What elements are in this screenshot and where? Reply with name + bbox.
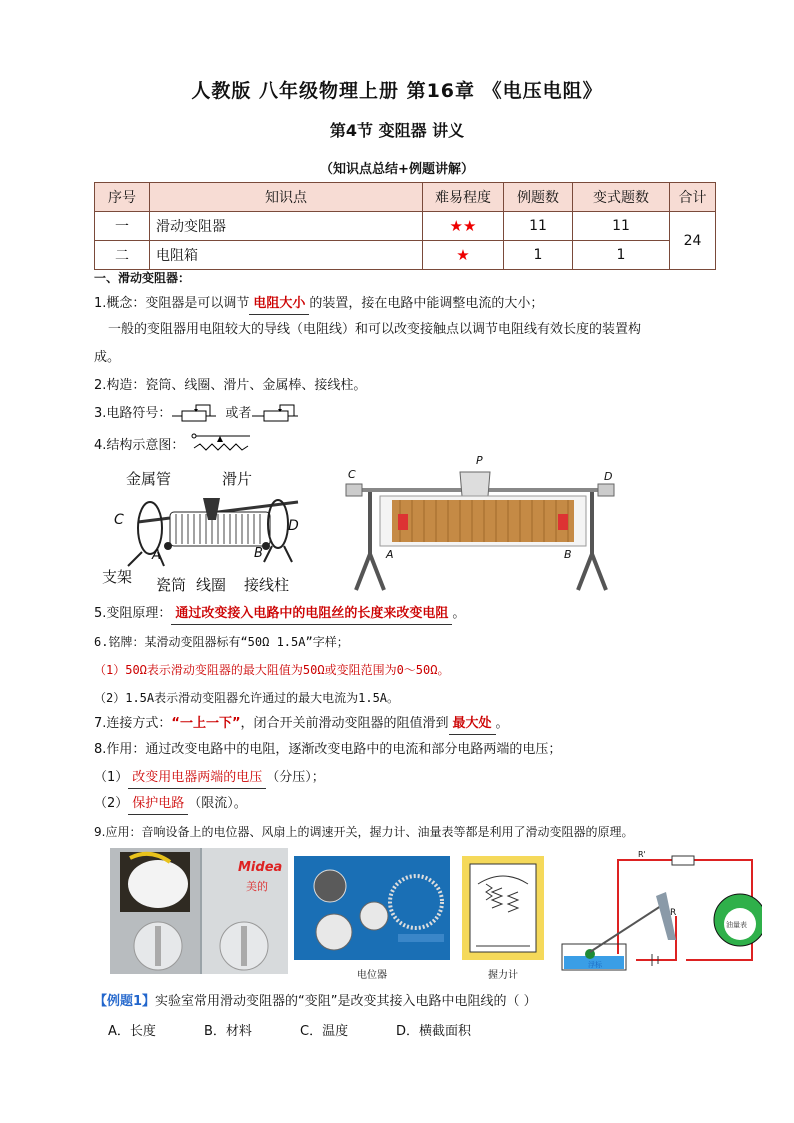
section-heading: 一、滑动变阻器： — [94, 271, 191, 285]
brand-logo: Midea — [238, 860, 283, 875]
text: 的装置，接在电路中能调整电流的大小； — [309, 296, 544, 311]
nameplate-line: 6.铭牌：某滑动变阻器标有“50Ω 1.5A”字样； — [94, 635, 349, 649]
structure-line: 2.构造：瓷筒、线圈、滑片、金属棒、接线柱。 — [94, 378, 367, 393]
gauge-label: 油量表 — [726, 921, 747, 929]
resistor-label-r1: R' — [638, 850, 646, 859]
text: 实验室常用滑动变阻器的“变阻”是改变其接入电路中电阻线的（ ） — [155, 994, 537, 1009]
text: （1） — [94, 770, 129, 785]
text: （2） — [94, 796, 129, 811]
label-metal-tube: 金属管 — [126, 470, 172, 488]
resistor-label-r2: R — [670, 908, 677, 918]
total-cell: 24 — [670, 212, 716, 270]
table-header-row — [95, 183, 716, 212]
label-c: C — [114, 512, 124, 528]
rheostat-illustration — [340, 456, 620, 596]
example-1-options — [108, 1022, 506, 1042]
table-cell: 1 — [573, 241, 670, 270]
fill-blank: 保护电路 — [128, 794, 188, 815]
table-cell: 1 — [504, 241, 573, 270]
label-a2: A — [386, 548, 394, 561]
col-header: 例题数 — [504, 183, 573, 212]
diagram-line: 4.结构示意图： — [94, 438, 185, 453]
difficulty-stars: ★ — [423, 241, 504, 270]
table-cell: 二 — [95, 241, 150, 270]
knowledge-table — [94, 182, 716, 270]
table-cell: 滑动变阻器 — [150, 212, 423, 241]
connection-line — [94, 714, 509, 735]
label-c2: C — [348, 468, 356, 481]
table-cell: 11 — [573, 212, 670, 241]
example-tag: 【例题1】 — [94, 994, 156, 1009]
highlight: “一上一下” — [171, 716, 241, 731]
fill-blank: 通过改变接入电路中的电阻丝的长度来改变电阻 — [171, 604, 452, 625]
nameplate-explain-1: （1）50Ω表示滑动变阻器的最大阻值为50Ω或变阻范围为0～50Ω。 — [94, 663, 450, 677]
grip-meter-caption: 握力计 — [488, 970, 518, 981]
function-item-2 — [94, 794, 247, 815]
table-row — [95, 241, 716, 270]
function-line: 8.作用：通过改变电路中的电阻，逐渐改变电路中的电流和部分电路两端的电压； — [94, 742, 562, 757]
text: 。 — [452, 606, 466, 621]
float-label: 浮标 — [588, 961, 602, 969]
potentiometer-photo — [294, 856, 450, 960]
col-header: 合计 — [670, 183, 716, 212]
table-row — [95, 212, 716, 241]
fill-blank: 最大处 — [449, 714, 496, 735]
col-header: 序号 — [95, 183, 150, 212]
text: ，闭合开关前滑动变阻器的阻值滑到 — [240, 716, 449, 731]
example-1-question — [94, 992, 537, 1012]
rheostat-symbol-1 — [172, 402, 218, 424]
label-d2: D — [604, 470, 613, 483]
col-header: 知识点 — [150, 183, 423, 212]
option-a[interactable]: A．长度 — [108, 1024, 156, 1039]
principle-line — [94, 604, 465, 625]
fill-blank: 改变用电器两端的电压 — [128, 768, 266, 789]
col-header: 变式题数 — [573, 183, 670, 212]
label-p: P — [476, 454, 483, 467]
text: 。 — [495, 716, 509, 731]
text: （限流）。 — [188, 796, 247, 811]
label-slider: 滑片 — [222, 470, 253, 488]
potentiometer-caption: 电位器 — [357, 970, 387, 981]
structure-schematic-icon — [190, 430, 254, 454]
label-coil: 线圈 — [196, 576, 227, 594]
option-d[interactable]: D．横截面积 — [396, 1024, 472, 1039]
concept-line-3: 成。 — [94, 350, 121, 365]
rheostat-symbol-2 — [252, 402, 300, 424]
page-title: 人教版 八年级物理上册 第16章 《电压电阻》 — [191, 80, 603, 102]
option-c[interactable]: C．温度 — [300, 1024, 349, 1039]
label-b: B — [254, 546, 263, 561]
label-a: A — [152, 548, 161, 563]
text: 7.连接方式： — [94, 716, 172, 731]
brand-logo-cn: 美的 — [246, 880, 268, 893]
text: 5.变阻原理： — [94, 606, 172, 621]
grip-meter-figure — [462, 856, 544, 960]
text: 3.电路符号： — [94, 406, 172, 421]
concept-line-2: 一般的变阻器用电阻较大的导线（电阻线）和可以改变接触点以调节电阻线有效长度的装置构 — [108, 322, 642, 337]
fuel-gauge-circuit — [556, 848, 762, 974]
table-cell: 11 — [504, 212, 573, 241]
label-b2: B — [564, 548, 572, 561]
label-ceramic: 瓷筒 — [156, 576, 187, 594]
option-b[interactable]: B．材料 — [204, 1024, 252, 1039]
label-bracket: 支架 — [102, 568, 133, 586]
section-title: 第4节 变阻器 讲义 — [329, 121, 465, 140]
col-header: 难易程度 — [423, 183, 504, 212]
function-item-1 — [94, 768, 325, 789]
label-d: D — [288, 518, 299, 534]
text: 1.概念：变阻器是可以调节 — [94, 296, 250, 311]
table-cell: 电阻箱 — [150, 241, 423, 270]
table-cell: 一 — [95, 212, 150, 241]
application-line: 9.应用：音响设备上的电位器、风扇上的调速开关，握力计、油量表等都是利用了滑动变阻器的原理。 — [94, 825, 634, 839]
fill-blank: 电阻大小 — [249, 294, 309, 315]
text: （分压）； — [266, 770, 325, 785]
section-subtitle: （知识点总结+例题讲解） — [320, 162, 474, 177]
text: 或者 — [225, 406, 252, 421]
concept-line — [94, 294, 543, 315]
nameplate-explain-2: （2）1.5A表示滑动变阻器允许通过的最大电流为1.5A。 — [94, 691, 400, 705]
label-terminal: 接线柱 — [244, 576, 290, 594]
difficulty-stars: ★★ — [423, 212, 504, 241]
